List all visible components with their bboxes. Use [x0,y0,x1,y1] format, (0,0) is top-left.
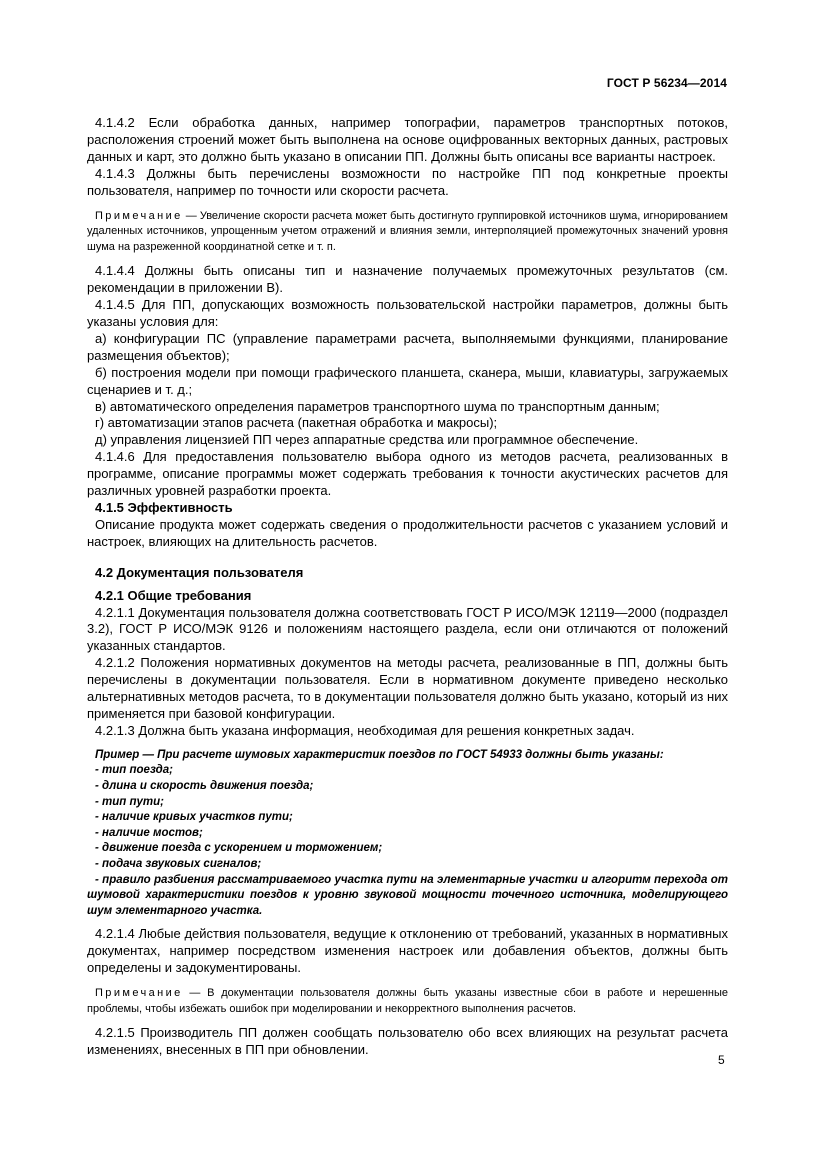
note-documentation [87,986,728,1017]
heading-4-1-5: 4.1.5 Эффективность [95,500,233,515]
example-item: - тип пути; [95,795,164,808]
note-text: — В документации пользователя должны быть указаны известные сбои в работе и нерешенные проблемы, чтобы избежать ошибок при моделировании и некорректного выполнения расчетов. [87,987,728,1015]
paragraph-4-1-5: Описание продукта может содержать сведения о продолжительности расчетов с указанием условий и настроек, влияющих на длительность расчетов. [87,516,728,549]
example-item: - правило разбиения рассматриваемого участка пути на элементарные участки и алгоритм перехода от шумовой характеристики поездов к уровню звуковой мощности точечного источника, моделирующего шум элементарного участка. [87,873,728,917]
paragraph-4-1-4-5: 4.1.4.5 Для ПП, допускающих возможность пользовательской настройки параметров, должны быть указаны условия для: [87,297,728,330]
example-item: - наличие мостов; [95,826,203,839]
paragraph-4-2-1-3: 4.2.1.3 Должна быть указана информация, необходимая для решения конкретных задач. [95,722,635,738]
note-text: — Увеличение скорости расчета может быть достигнуто группировкой источников шума, игнорированием удаленных источников, упрощенным учетом отражений и влияния земли, интерполяцией промежуточных значений уровня шума на разреженной координатной сетке и т. п. [87,209,728,253]
example-block [87,748,728,920]
document-body [87,115,728,1059]
paragraph-4-1-4-4: 4.1.4.4 Должны быть описаны тип и назначение получаемых промежуточных результатов (см. рекомендации в приложении В). [87,263,728,296]
paragraph-4-2-1-1: 4.2.1.1 Документация пользователя должна соответствовать ГОСТ Р ИСО/МЭК 12119—2000 (подраздел 3.2), ГОСТ Р ИСО/МЭК 9126 и положениям настоящего раздела, если они отличаются от положений указанных стандартов. [87,604,728,654]
paragraph-4-1-4-6: 4.1.4.6 Для предоставления пользователю выбора одного из методов расчета, реализованных в программе, описание программы может содержать требования к точности акустических расчетов для различных уровней разработки проекта. [87,449,728,499]
page-number: 5 [718,1053,725,1067]
list-item-b: б) построения модели при помощи графического планшета, сканера, мыши, клавиатуры, загружаемых сценариев и т. д.; [87,364,728,397]
paragraph-4-1-4-3: 4.1.4.3 Должны быть перечислены возможности по настройке ПП под конкретные проекты пользователя, например по точности или скорости расчета. [87,165,728,198]
example-intro: Пример — При расчете шумовых характеристик поездов по ГОСТ 54933 должны быть указаны: [95,748,664,761]
list-item-g: г) автоматизации этапов расчета (пакетная обработка и макросы); [95,415,498,431]
example-item: - подача звуковых сигналов; [95,857,262,870]
document-header: ГОСТ Р 56234—2014 [606,76,727,90]
paragraph-4-2-1-2: 4.2.1.2 Положения нормативных документов на методы расчета, реализованные в ПП, должны быть перечислены в документации пользователя. Если в нормативном документе приведено несколько альтернативных методов расчета, то в документации пользователя должно быть указано, который из них применяется при базовой конфигурации. [87,655,728,721]
paragraph-4-2-1-5: 4.2.1.5 Производитель ПП должен сообщать пользователю обо всех влияющих на результат расчета изменениях, внесенных в ПП при обновлении. [87,1025,728,1058]
example-item: - тип поезда; [95,764,173,777]
example-item: - наличие кривых участков пути; [95,811,293,824]
list-item-d: д) управления лицензией ПП через аппаратные средства или программное обеспечение. [95,432,639,448]
note-label: Примечание [95,209,183,222]
list-item-v: в) автоматического определения параметров транспортного шума по транспортным данным; [95,398,660,414]
paragraph-4-2-1-4: 4.2.1.4 Любые действия пользователя, ведущие к отклонению от требований, указанных в нормативных документах, например посредством изменения настроек или добавления объектов, должны быть определены и задокументированы. [87,926,728,976]
paragraph-4-1-4-2: 4.1.4.2 Если обработка данных, например топографии, параметров транспортных потоков, расположения строений может быть выполнена на основе оцифрованных векторных данных, растровых данных и карт, это должно быть указано в описании ПП. Должны быть описаны все варианты настроек. [87,115,728,164]
heading-4-2-1: 4.2.1 Общие требования [95,587,252,603]
heading-4-2: 4.2 Документация пользователя [95,564,304,580]
note-label: Примечание [95,987,183,1000]
example-item: - движение поезда с ускорением и торможением; [95,842,383,855]
example-item: - длина и скорость движения поезда; [95,779,314,792]
list-item-a: а) конфигурации ПС (управление параметрами расчета, выполняемыми функциями, планирование размещения объектов); [87,330,728,363]
note-speed [87,209,728,256]
